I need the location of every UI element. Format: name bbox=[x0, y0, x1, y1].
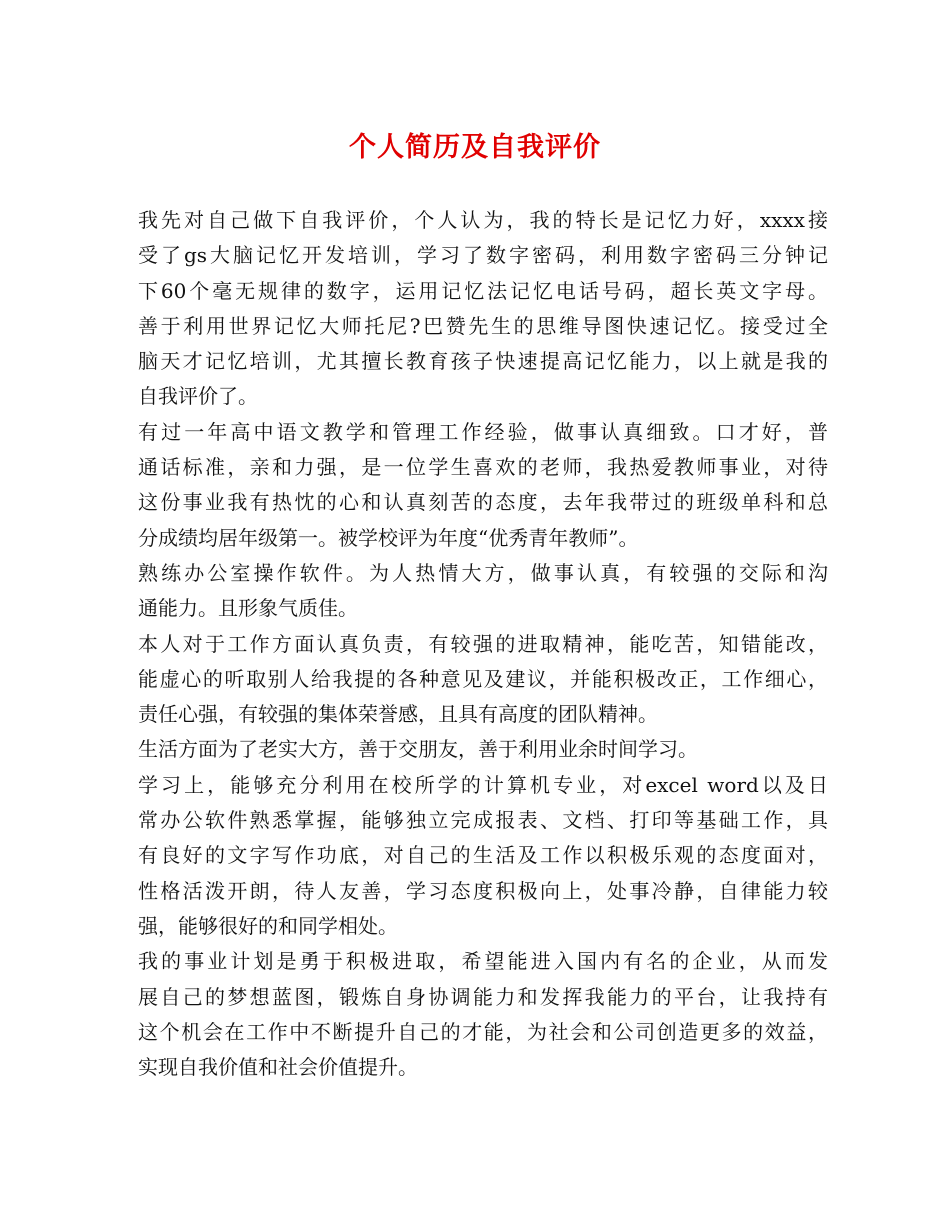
body-text-line: 脑天才记忆培训，尤其擅长教育孩子快速提高记忆能力，以上就是我的 bbox=[138, 349, 828, 374]
page-title: 个人简历及自我评价 bbox=[349, 132, 601, 163]
body-text-line: 通话标准，亲和力强，是一位学生喜欢的老师，我热爱教师事业，对待 bbox=[138, 455, 828, 480]
body-text-line: 展自己的梦想蓝图，锻炼自身协调能力和发挥我能力的平台，让我持有 bbox=[138, 984, 828, 1009]
body-text-line: 通能力。且形象气质佳。 bbox=[138, 596, 358, 621]
body-text-line: 本人对于工作方面认真负责，有较强的进取精神，能吃苦，知错能改， bbox=[138, 631, 828, 656]
body-text-line: 下60个毫无规律的数字，运用记忆法记忆电话号码，超长英文字母。 bbox=[138, 278, 828, 303]
body-text-line: 善于利用世界记忆大师托尼?巴赞先生的思维导图快速记忆。接受过全 bbox=[138, 313, 828, 338]
body-text-line: 生活方面为了老实大方，善于交朋友，善于利用业余时间学习。 bbox=[138, 737, 698, 762]
body-text-line: 性格活泼开朗，待人友善，学习态度积极向上，处事冷静，自律能力较 bbox=[138, 878, 828, 903]
body-text-line: 我先对自己做下自我评价，个人认为，我的特长是记忆力好，xxxx接 bbox=[138, 208, 828, 232]
body-text-line: 受了gs大脑记忆开发培训，学习了数字密码，利用数字密码三分钟记 bbox=[138, 243, 828, 268]
body-text-line: 有良好的文字写作功底，对自己的生活及工作以积极乐观的态度面对， bbox=[138, 843, 828, 868]
body-text-line: 常办公软件熟悉掌握，能够独立完成报表、文档、打印等基础工作，具 bbox=[138, 808, 828, 833]
body-text-line: 这个机会在工作中不断提升自己的才能，为社会和公司创造更多的效益， bbox=[138, 1019, 828, 1044]
body-text-line: 强，能够很好的和同学相处。 bbox=[138, 913, 398, 938]
body-text-line: 这份事业我有热忱的心和认真刻苦的态度，去年我带过的班级单科和总 bbox=[138, 490, 828, 515]
body-text-line: 自我评价了。 bbox=[138, 384, 258, 409]
body-text-line: 有过一年高中语文教学和管理工作经验，做事认真细致。口才好，普 bbox=[138, 419, 828, 444]
body-text-line: 实现自我价值和社会价值提升。 bbox=[138, 1055, 418, 1080]
body-text-line: 我的事业计划是勇于积极进取，希望能进入国内有名的企业，从而发 bbox=[138, 949, 828, 974]
body-text-line: 分成绩均居年级第一。被学校评为年度“优秀青年教师”。 bbox=[138, 525, 639, 550]
document-body bbox=[138, 203, 828, 1085]
body-text-line: 熟练办公室操作软件。为人热情大方，做事认真，有较强的交际和沟 bbox=[138, 560, 828, 585]
body-text-line: 责任心强，有较强的集体荣誉感，且具有高度的团队精神。 bbox=[138, 702, 658, 727]
body-text-line: 学习上，能够充分利用在校所学的计算机专业，对excel word以及日 bbox=[138, 772, 828, 797]
body-text-line: 能虚心的听取别人给我提的各种意见及建议，并能积极改正，工作细心， bbox=[138, 666, 828, 691]
